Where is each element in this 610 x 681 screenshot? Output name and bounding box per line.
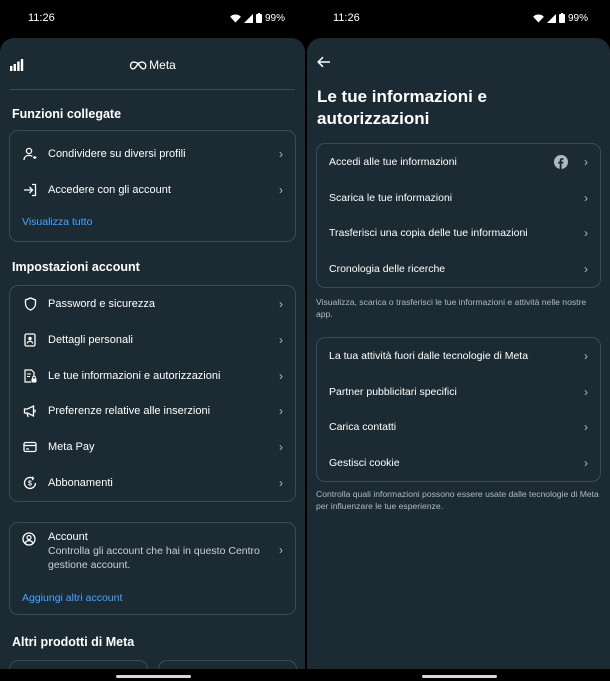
stats-bars-icon[interactable] [10,59,24,71]
item-search-history[interactable] [317,251,600,287]
settings-item-subscriptions[interactable] [10,465,295,501]
settings-item-ad-preferences[interactable] [10,393,295,429]
row-label: Scarica le tue informazioni [329,191,453,204]
brand-label: Meta [149,58,176,72]
item-upload-contacts[interactable] [317,409,600,445]
document-lock-icon [22,368,38,384]
account-row[interactable] [22,531,283,572]
battery-icon [559,13,565,23]
row-label: Accedi alle tue informazioni [329,155,457,168]
row-label: Accedere con gli account [48,183,171,196]
chevron-right-icon: › [279,146,283,161]
row-label: Carica contatti [329,421,397,434]
row-label: Cronologia delle ricerche [329,262,446,275]
svg-text:$: $ [28,480,32,488]
clock: 11:26 [333,12,360,24]
signal-icon [244,14,253,23]
connected-features-card [9,130,296,242]
accounts-center-panel [0,38,305,670]
page-title: Le tue informazioni e autorizzazioni [317,87,488,128]
chevron-right-icon: › [584,190,588,205]
chevron-right-icon: › [279,368,283,383]
row-label: Dettagli personali [48,333,133,346]
chevron-right-icon: › [279,182,283,197]
navigation-bar [0,669,610,681]
row-label: Meta Pay [48,440,95,453]
account-settings-card [9,285,296,501]
signal-icon [547,14,556,23]
account-description: Controlla gli account che hai in questo Centro gestione account. [48,544,260,571]
id-card-icon [22,332,38,348]
section-title-other-products: Altri prodotti di Meta [12,634,135,649]
chevron-right-icon: › [279,439,283,454]
information-note: Visualizza, scarica o trasferisci le tue informazioni e attività nelle nostre app. [316,297,587,319]
add-accounts-link[interactable]: Aggiungi altri account [22,591,123,604]
wifi-icon [533,14,544,23]
megaphone-icon [22,403,38,419]
settings-item-personal-details[interactable] [10,322,295,358]
row-label: Gestisci cookie [329,456,400,469]
chevron-right-icon: › [279,297,283,312]
share-person-icon [22,146,38,162]
item-manage-cookies[interactable] [317,445,600,481]
account-title: Account [48,530,88,543]
chevron-right-icon: › [584,455,588,470]
back-arrow-icon[interactable] [317,56,331,68]
chevron-right-icon: › [584,348,588,363]
item-download-information[interactable] [317,180,600,216]
chevron-right-icon: › [584,261,588,276]
clock: 11:26 [28,12,55,24]
item-access-information[interactable] [317,144,600,180]
connected-item-login[interactable] [10,172,295,208]
settings-item-information-permissions[interactable] [10,358,295,394]
settings-item-meta-pay[interactable] [10,429,295,465]
information-permissions-panel [307,38,610,670]
meta-logo [129,58,176,72]
section-title-settings: Impostazioni account [12,260,140,275]
connected-item-share-profiles[interactable] [10,136,295,172]
chevron-right-icon: › [279,542,283,557]
shield-icon [22,296,38,312]
item-specific-ad-partners[interactable] [317,374,600,410]
cookies-note: Controlla quali informazioni possono essere usate dalle tecnologie di Meta per influenzare le tue esperienze. [316,489,599,511]
subscription-icon [22,475,38,491]
meta-infinity-icon [129,61,146,70]
account-circle-icon [22,532,38,551]
row-label: Abbonamenti [48,476,113,489]
item-transfer-copy[interactable] [317,215,600,251]
chevron-right-icon: › [279,332,283,347]
item-off-meta-activity[interactable] [317,338,600,374]
view-all-link[interactable]: Visualizza tutto [22,216,93,229]
row-label: Partner pubblicitari specifici [329,385,457,398]
chevron-right-icon: › [584,384,588,399]
information-card [316,143,601,288]
chevron-right-icon: › [584,154,588,169]
status-bar-right [305,0,610,36]
chevron-right-icon: › [584,226,588,241]
battery-percent: 99% [567,12,588,24]
row-label: Trasferisci una copia delle tue informazioni [329,227,528,240]
row-label: Condividere su diversi profili [48,147,186,160]
facebook-icon [554,155,568,169]
row-label: Le tue informazioni e autorizzazioni [48,369,221,382]
panel-header [10,38,295,90]
battery-percent: 99% [264,12,285,24]
login-arrow-icon [22,182,38,198]
home-indicator[interactable] [422,675,497,678]
status-bar-left [0,0,305,36]
settings-item-password[interactable] [10,286,295,322]
account-card [9,522,296,615]
row-label: Preferenze relative alle inserzioni [48,405,211,418]
chevron-right-icon: › [279,475,283,490]
chevron-right-icon: › [584,420,588,435]
home-indicator[interactable] [116,675,191,678]
row-label: La tua attività fuori dalle tecnologie di Meta [329,349,529,362]
card-icon [22,439,38,455]
off-meta-activity-card [316,337,601,482]
section-title-connected: Funzioni collegate [12,107,122,121]
battery-icon [256,13,262,23]
chevron-right-icon: › [279,404,283,419]
row-label: Password e sicurezza [48,298,155,311]
wifi-icon [230,14,241,23]
